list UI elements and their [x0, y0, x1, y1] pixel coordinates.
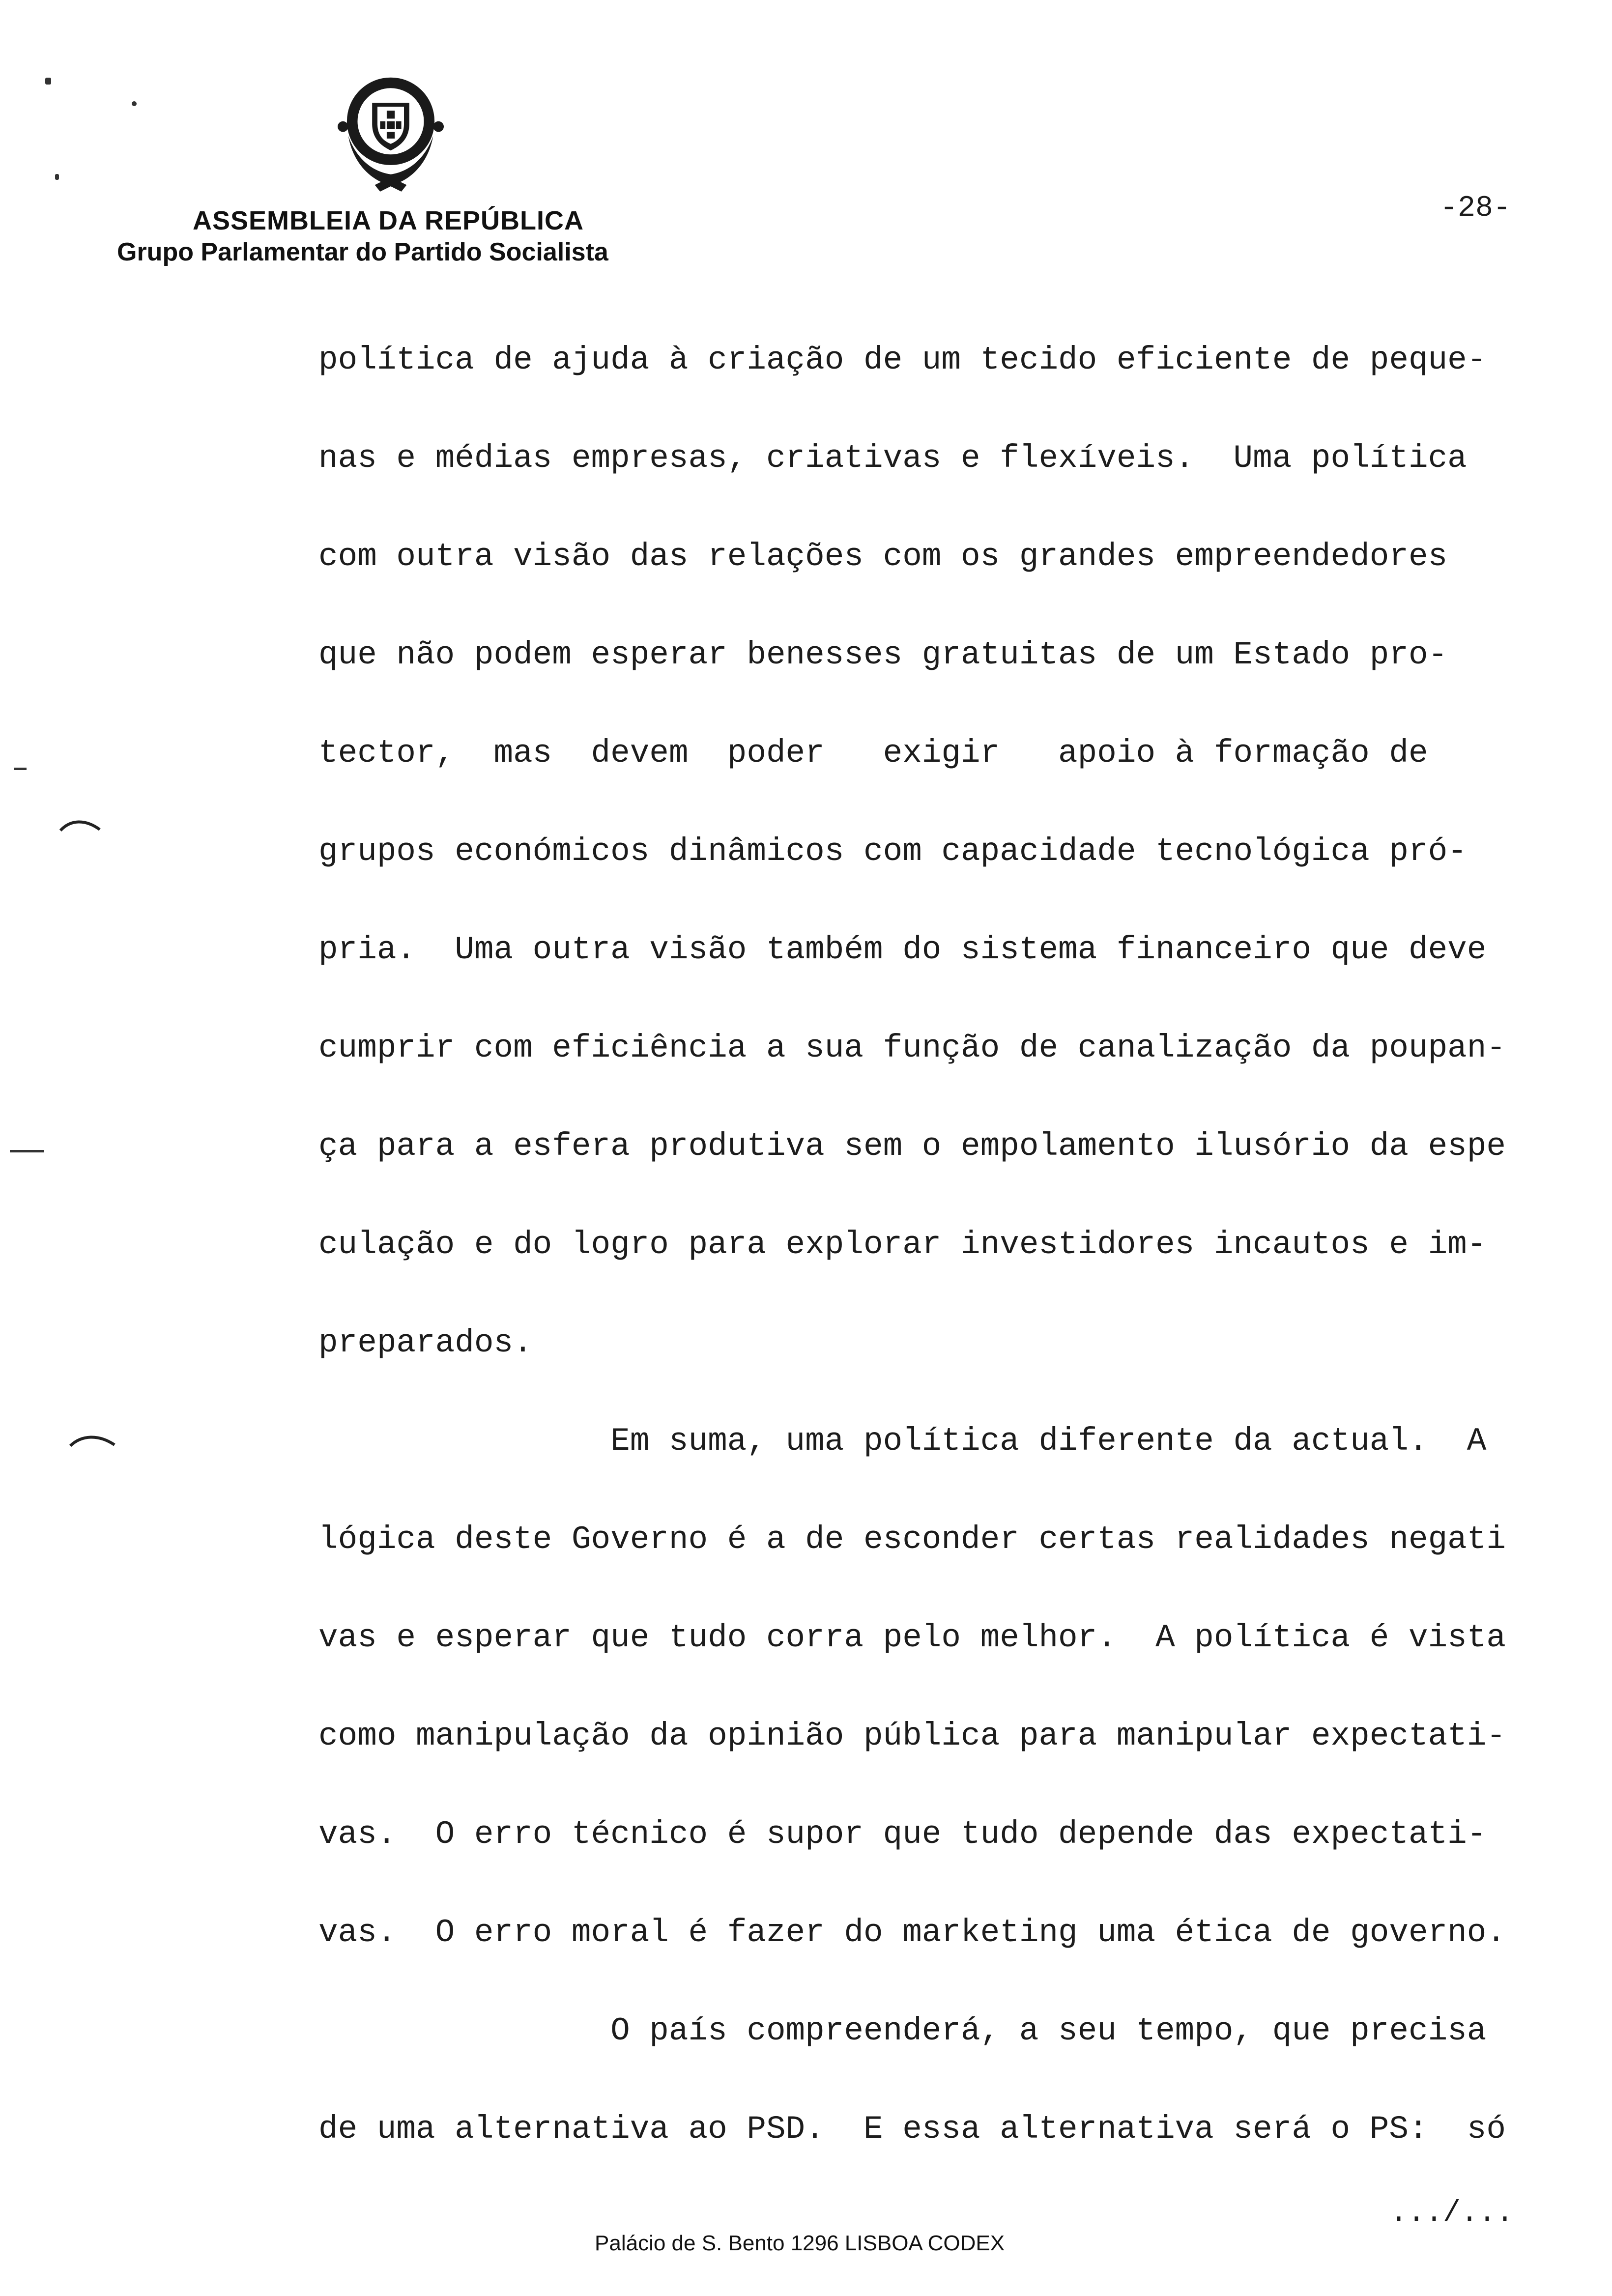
corner-dot — [132, 101, 137, 106]
body-line: preparados. — [318, 1324, 533, 1361]
body-line: Em suma, uma política diferente da actual. A — [318, 1423, 1487, 1460]
continuation-mark: .../... — [1390, 2197, 1514, 2230]
margin-arc-mark — [68, 1431, 117, 1451]
institution-name: ASSEMBLEIA DA REPÚBLICA — [193, 206, 584, 235]
margin-dash — [10, 1150, 44, 1152]
body-line: pria. Uma outra visão também do sistema financeiro que deve — [318, 931, 1487, 968]
body-line: vas. O erro moral é fazer do marketing uma ética de governo. — [318, 1914, 1506, 1951]
margin-dash — [14, 768, 27, 770]
body-line: O país compreenderá, a seu tempo, que precisa — [318, 2012, 1487, 2049]
body-line: grupos económicos dinâmicos com capacidade tecnológica pró- — [318, 833, 1467, 870]
body-line: vas e esperar que tudo corra pelo melhor. A política é vista — [318, 1619, 1506, 1656]
body-line: tector, mas devem poder exigir apoio à formação de — [318, 735, 1428, 772]
body-line: lógica deste Governo é a de esconder certas realidades negati — [318, 1521, 1506, 1558]
body-line: vas. O erro técnico é supor que tudo depende das expectati- — [318, 1816, 1487, 1853]
corner-dot — [55, 174, 59, 180]
body-line: que não podem esperar benesses gratuitas de um Estado pro- — [318, 636, 1448, 673]
page-number: -28- — [1440, 192, 1511, 225]
footer-address: Palácio de S. Bento 1296 LISBOA CODEX — [595, 2231, 1005, 2255]
corner-dot — [45, 78, 51, 85]
margin-arc-mark — [58, 816, 102, 835]
body-line: com outra visão das relações com os grandes empreendedores — [318, 538, 1448, 575]
body-line: política de ajuda à criação de um tecido eficiente de peque- — [318, 342, 1487, 378]
body-line: cumprir com eficiência a sua função de canalização da poupan- — [318, 1030, 1506, 1066]
coat-of-arms-emblem — [324, 63, 457, 196]
body-line: nas e médias empresas, criativas e flexíveis. Uma política — [318, 440, 1467, 477]
parliamentary-group: Grupo Parlamentar do Partido Socialista — [117, 238, 608, 266]
body-line: de uma alternativa ao PSD. E essa alternativa será o PS: só — [318, 2111, 1506, 2148]
body-line: culação e do logro para explorar investidores incautos e im- — [318, 1226, 1487, 1263]
body-line: como manipulação da opinião pública para manipular expectati- — [318, 1718, 1506, 1754]
body-line: ça para a esfera produtiva sem o empolamento ilusório da espe — [318, 1128, 1506, 1165]
